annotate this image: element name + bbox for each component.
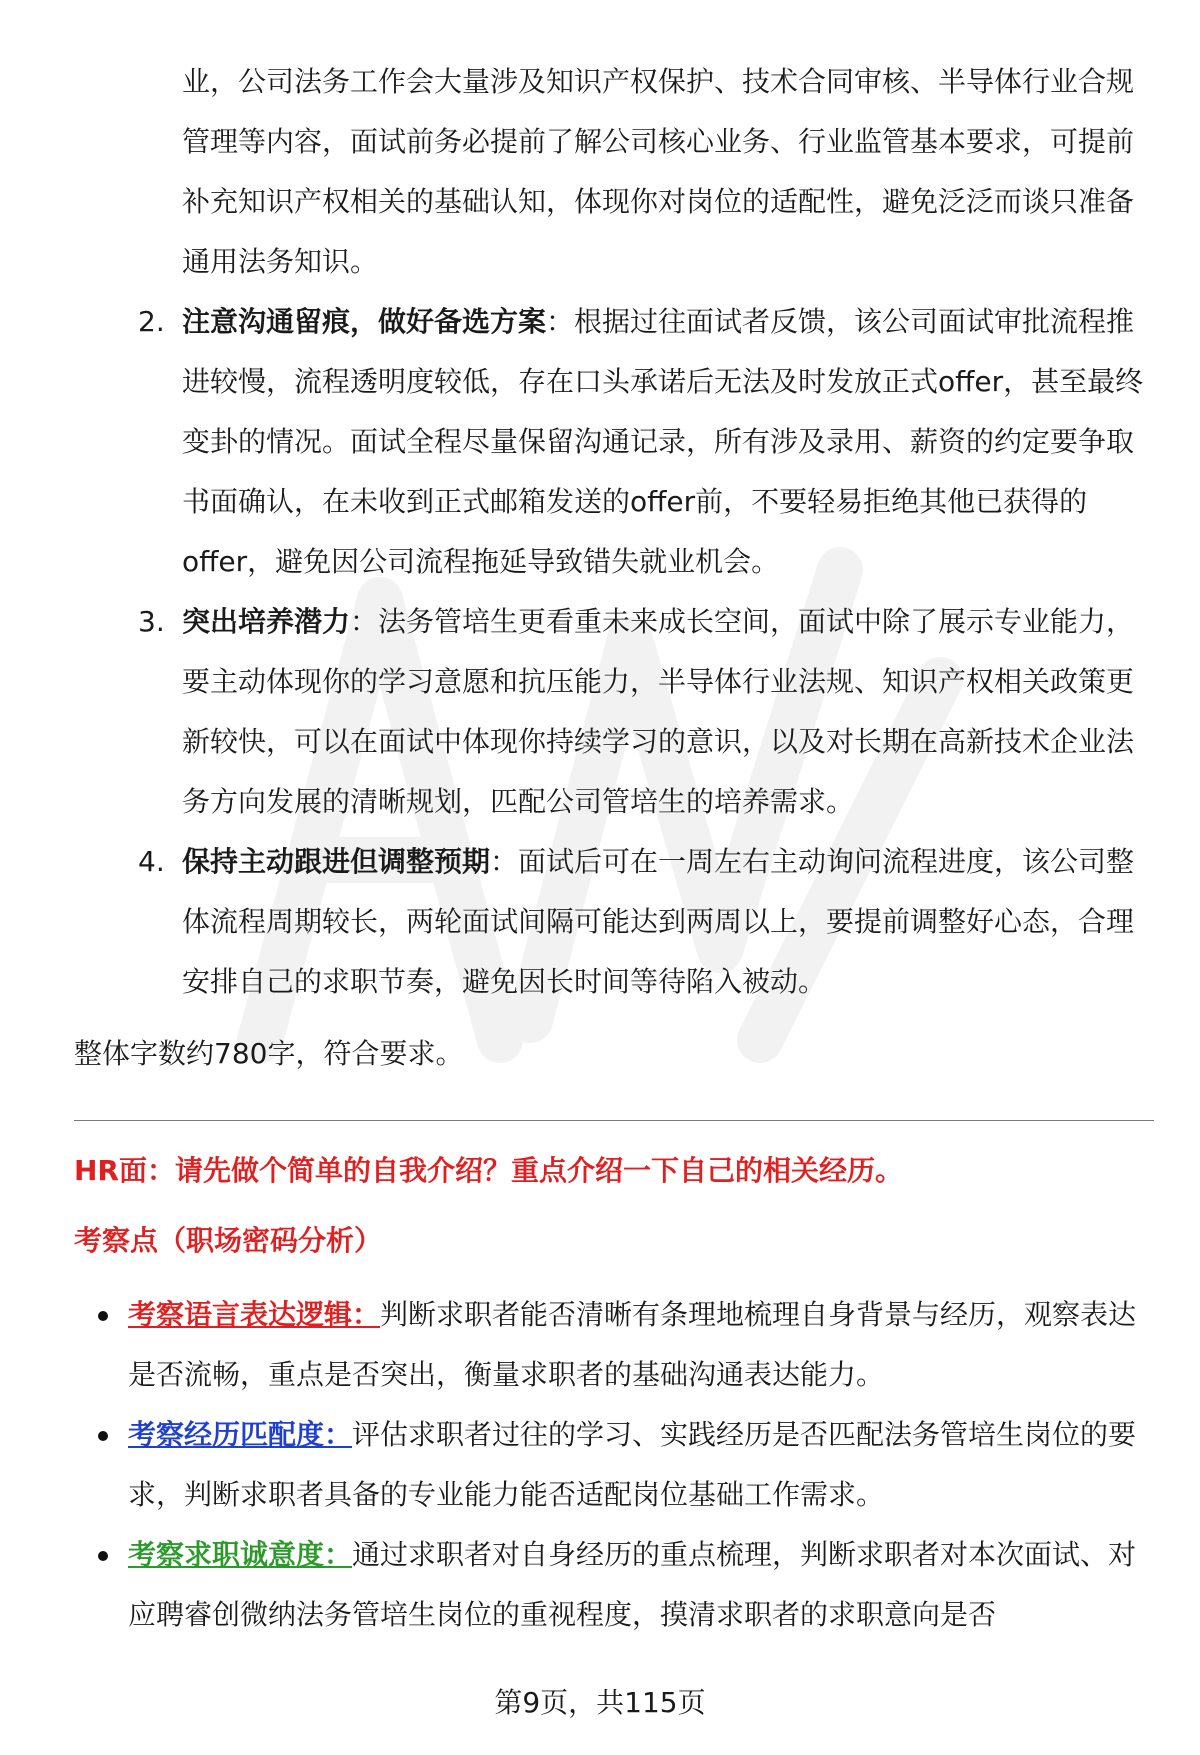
tips-list [128, 292, 1154, 1012]
point-label: 考察经历匹配度： [128, 1418, 353, 1451]
list-number: 4. [138, 845, 165, 878]
tip-body: 面试后可在一周左右主动询问流程进度，该公司整体流程周期较长，两轮面试间隔可能达到两周以上，要提前调整好心态，合理安排自己的求职节奏，避免因长时间等待陷入被动。 [182, 845, 1135, 998]
list-item [74, 1405, 1154, 1525]
tips-list-container [74, 292, 1154, 1012]
tip-separator: ： [546, 305, 575, 338]
bullet-dot-icon [98, 1311, 108, 1321]
tip-separator: ： [350, 605, 379, 638]
bullet-dot-icon [98, 1551, 108, 1561]
intro-paragraph: 业，公司法务工作会大量涉及知识产权保护、技术合同审核、半导体行业合规管理等内容，面试前务必提前了解公司核心业务、行业监管基本要求，可提前补充知识产权相关的基础认知，体现你对岗位的适配性，避免泛泛而谈只准备通用法务知识。 [182, 65, 1135, 278]
tip-title: 突出培养潜力 [182, 605, 351, 638]
list-item [74, 1525, 1154, 1645]
page-footer: 第9页，共115页 [494, 1686, 706, 1719]
point-label: 考察求职诚意度： [128, 1538, 353, 1571]
tip-body: 法务管培生更看重未来成长空间，面试中除了展示专业能力，要主动体现你的学习意愿和抗压能力，半导体行业法规、知识产权相关政策更新较快，可以在面试中体现你持续学习的意识，以及对长期在高新技术企业法务方向发展的清晰规划，匹配公司管培生的培养需求。 [182, 605, 1135, 818]
section-divider [74, 1120, 1154, 1121]
list-item [128, 832, 1154, 1012]
hr-question-heading: HR面：请先做个简单的自我介绍？重点介绍一下自己的相关经历。 [74, 1154, 903, 1187]
point-body: 通过求职者对自身经历的重点梳理，判断求职者对本次面试、对应聘睿创微纳法务管培生岗位的重视程度，摸清求职者的求职意向是否 [128, 1538, 1137, 1631]
list-item [128, 592, 1154, 832]
analysis-points-list [74, 1285, 1154, 1645]
tip-title: 保持主动跟进但调整预期 [182, 845, 491, 878]
bullet-dot-icon [98, 1431, 108, 1441]
document-body [74, 52, 1154, 1645]
list-number: 2. [138, 305, 165, 338]
tip-separator: ： [490, 845, 519, 878]
continued-item [74, 52, 1154, 292]
list-item [128, 292, 1154, 592]
analysis-heading: 考察点（职场密码分析） [74, 1224, 383, 1257]
point-body: 评估求职者过往的学习、实践经历是否匹配法务管培生岗位的要求，判断求职者具备的专业能力能否适配岗位基础工作需求。 [128, 1418, 1137, 1511]
list-item [74, 1285, 1154, 1405]
tip-title: 注意沟通留痕，做好备选方案 [182, 305, 547, 338]
word-count-summary: 整体字数约780字，符合要求。 [74, 1037, 464, 1070]
point-body: 判断求职者能否清晰有条理地梳理自身背景与经历，观察表达是否流畅，重点是否突出，衡量求职者的基础沟通表达能力。 [128, 1298, 1137, 1391]
point-label: 考察语言表达逻辑： [128, 1298, 381, 1331]
list-number: 3. [138, 605, 165, 638]
tip-body: 根据过往面试者反馈，该公司面试审批流程推进较慢，流程透明度较低，存在口头承诺后无法及时发放正式offer，甚至最终变卦的情况。面试全程尽量保留沟通记录，所有涉及录用、薪资的约定要争取书面确认，在未收到正式邮箱发送的offer前，不要轻易拒绝其他已获得的offer，避免因公司流程拖延导致错失就业机会。 [182, 305, 1144, 578]
